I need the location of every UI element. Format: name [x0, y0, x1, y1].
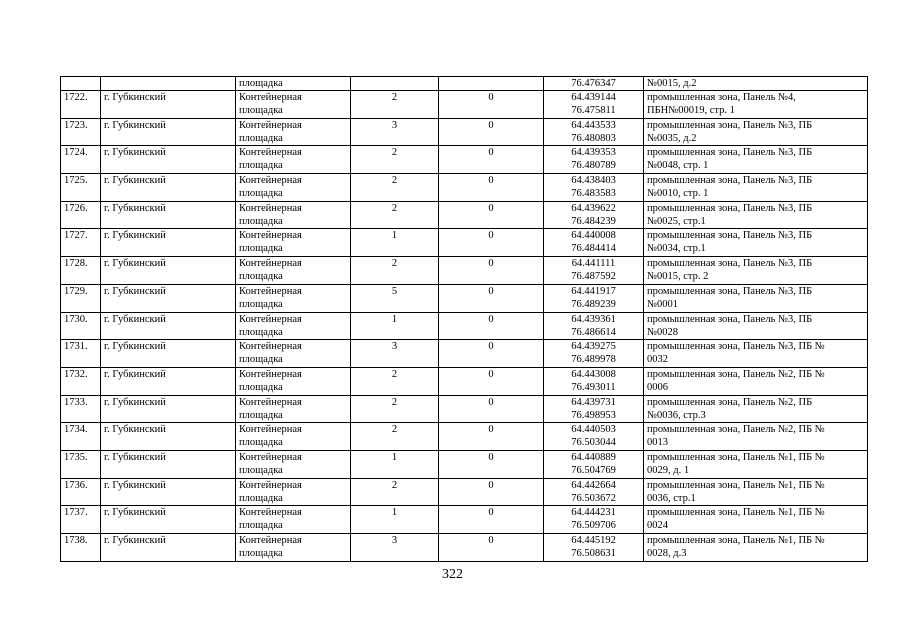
volume-cell: 0: [439, 506, 544, 534]
type-line: площадка: [239, 298, 283, 310]
longitude: 76.480789: [571, 160, 616, 172]
type-cell: [236, 284, 351, 312]
type-line: площадка: [239, 520, 283, 532]
count-cell: [351, 77, 439, 91]
table-row: [61, 174, 868, 202]
count-cell: 5: [351, 284, 439, 312]
row-number: 1723.: [61, 118, 101, 146]
type-line: Контейнерная: [239, 507, 302, 519]
type-cell: [236, 395, 351, 423]
type-line: площадка: [239, 132, 283, 144]
coordinates-cell: [544, 478, 644, 506]
table-row: [61, 478, 868, 506]
longitude: 76.475811: [571, 105, 616, 116]
address-cell: [644, 174, 868, 202]
latitude: 64.441917: [571, 285, 616, 297]
row-number: 1734.: [61, 423, 101, 451]
longitude: 76.509706: [571, 520, 616, 532]
longitude: 76.493011: [571, 381, 616, 393]
type-cell: [236, 174, 351, 202]
count-cell: 3: [351, 534, 439, 562]
table-row: [61, 91, 868, 119]
address-line: промышленная зона, Панель №1, ПБ №: [647, 451, 825, 463]
latitude: 64.438403: [571, 175, 616, 187]
coordinates-cell: [544, 174, 644, 202]
count-cell: 2: [351, 91, 439, 119]
count-cell: 1: [351, 312, 439, 340]
longitude: 76.489239: [571, 298, 616, 310]
table-row: [61, 201, 868, 229]
coordinates-cell: [544, 367, 644, 395]
type-cell: [236, 367, 351, 395]
row-number: 1727.: [61, 229, 101, 257]
longitude: 76.508631: [571, 548, 616, 559]
city-cell: [101, 77, 236, 91]
address-line: промышленная зона, Панель №1, ПБ №: [647, 535, 825, 546]
volume-cell: 0: [439, 450, 544, 478]
count-cell: 2: [351, 257, 439, 285]
volume-cell: 0: [439, 312, 544, 340]
address-line: №0035, д.2: [647, 132, 697, 144]
count-cell: 2: [351, 395, 439, 423]
latitude: 64.443008: [571, 368, 616, 380]
volume-cell: 0: [439, 478, 544, 506]
count-cell: 2: [351, 174, 439, 202]
city-cell: г. Губкинский: [101, 395, 236, 423]
address-line: №0010, стр. 1: [647, 188, 709, 200]
count-cell: 2: [351, 146, 439, 174]
row-number: 1736.: [61, 478, 101, 506]
volume-cell: 0: [439, 423, 544, 451]
table-row: [61, 367, 868, 395]
city-cell: г. Губкинский: [101, 257, 236, 285]
address-cell: [644, 340, 868, 368]
type-line: площадка: [239, 354, 283, 366]
address-line: №0036, стр.3: [647, 409, 706, 421]
address-cell: [644, 146, 868, 174]
table-row: [61, 146, 868, 174]
type-cell: [236, 257, 351, 285]
longitude: 76.476347: [571, 78, 616, 89]
city-cell: г. Губкинский: [101, 146, 236, 174]
type-line: площадка: [239, 188, 283, 200]
type-line: Контейнерная: [239, 285, 302, 297]
type-line: площадка: [239, 548, 283, 559]
count-cell: 1: [351, 450, 439, 478]
count-cell: 2: [351, 201, 439, 229]
type-cell: [236, 77, 351, 91]
address-cell: [644, 201, 868, 229]
type-line: площадка: [239, 326, 283, 338]
city-cell: г. Губкинский: [101, 534, 236, 562]
address-line: промышленная зона, Панель №2, ПБ №: [647, 368, 825, 380]
longitude: 76.503672: [571, 492, 616, 504]
type-cell: [236, 229, 351, 257]
address-line: 0006: [647, 381, 668, 393]
type-line: площадка: [239, 160, 283, 172]
type-line: Контейнерная: [239, 258, 302, 270]
row-number: 1738.: [61, 534, 101, 562]
address-cell: [644, 423, 868, 451]
type-cell: [236, 146, 351, 174]
type-line: площадка: [239, 437, 283, 449]
address-cell: [644, 450, 868, 478]
coordinates-cell: [544, 146, 644, 174]
longitude: 76.484239: [571, 215, 616, 227]
address-cell: [644, 506, 868, 534]
latitude: 64.439622: [571, 202, 616, 214]
type-cell: [236, 91, 351, 119]
type-line: площадка: [239, 409, 283, 421]
table-row-continued: [61, 77, 868, 91]
row-number: 1725.: [61, 174, 101, 202]
coordinates-cell: [544, 534, 644, 562]
row-number: 1726.: [61, 201, 101, 229]
city-cell: г. Губкинский: [101, 450, 236, 478]
address-line: промышленная зона, Панель №3, ПБ: [647, 230, 813, 242]
row-number: 1724.: [61, 146, 101, 174]
latitude: 64.439361: [571, 313, 616, 325]
coordinates-cell: [544, 257, 644, 285]
address-cell: [644, 257, 868, 285]
longitude: 76.486614: [571, 326, 616, 338]
table-row: [61, 312, 868, 340]
volume-cell: 0: [439, 534, 544, 562]
registry-table: [60, 76, 868, 562]
table-row: [61, 229, 868, 257]
type-line: Контейнерная: [239, 175, 302, 187]
count-cell: 1: [351, 229, 439, 257]
coordinates-cell: [544, 118, 644, 146]
coordinates-cell: [544, 423, 644, 451]
address-cell: [644, 534, 868, 562]
count-cell: 2: [351, 367, 439, 395]
latitude: 64.439144: [571, 92, 616, 103]
count-cell: 2: [351, 423, 439, 451]
type-cell: [236, 506, 351, 534]
longitude: 76.498953: [571, 409, 616, 421]
volume-cell: 0: [439, 229, 544, 257]
latitude: 64.440889: [571, 451, 616, 463]
type-cell: [236, 423, 351, 451]
volume-cell: 0: [439, 395, 544, 423]
longitude: 76.487592: [571, 271, 616, 283]
latitude: 64.440008: [571, 230, 616, 242]
coordinates-cell: [544, 340, 644, 368]
longitude: 76.483583: [571, 188, 616, 200]
type-line: Контейнерная: [239, 147, 302, 159]
latitude: 64.439731: [571, 396, 616, 408]
volume-cell: 0: [439, 201, 544, 229]
address-line: №0048, стр. 1: [647, 160, 709, 172]
type-line: площадка: [239, 215, 283, 227]
address-cell: [644, 478, 868, 506]
type-line: площадка: [239, 105, 283, 116]
address-cell: [644, 312, 868, 340]
longitude: 76.489978: [571, 354, 616, 366]
city-cell: г. Губкинский: [101, 423, 236, 451]
type-line: Контейнерная: [239, 202, 302, 214]
type-line: Контейнерная: [239, 424, 302, 436]
address-line: №0001: [647, 298, 679, 310]
latitude: 64.439353: [571, 147, 616, 159]
coordinates-cell: [544, 395, 644, 423]
volume-cell: 0: [439, 91, 544, 119]
type-cell: [236, 478, 351, 506]
type-line: площадка: [239, 492, 283, 504]
latitude: 64.443533: [571, 119, 616, 131]
address-line: ПБН№00019, стр. 1: [647, 105, 735, 116]
longitude: 76.504769: [571, 464, 616, 476]
coordinates-cell: [544, 284, 644, 312]
longitude: 76.480803: [571, 132, 616, 144]
type-cell: [236, 118, 351, 146]
row-number: 1731.: [61, 340, 101, 368]
coordinates-cell: [544, 201, 644, 229]
address-line: промышленная зона, Панель №3, ПБ: [647, 119, 813, 131]
address-line: промышленная зона, Панель №2, ПБ №: [647, 424, 825, 436]
address-line: промышленная зона, Панель №3, ПБ: [647, 285, 813, 297]
address-cell: [644, 118, 868, 146]
city-cell: г. Губкинский: [101, 229, 236, 257]
row-number: 1733.: [61, 395, 101, 423]
type-cell: [236, 340, 351, 368]
latitude: 64.442664: [571, 479, 616, 491]
longitude: 76.503044: [571, 437, 616, 449]
address-line: промышленная зона, Панель №3, ПБ: [647, 202, 813, 214]
type-line: Контейнерная: [239, 479, 302, 491]
longitude: 76.484414: [571, 243, 616, 255]
row-number: 1737.: [61, 506, 101, 534]
volume-cell: 0: [439, 174, 544, 202]
table-row: [61, 118, 868, 146]
row-number: 1730.: [61, 312, 101, 340]
city-cell: г. Губкинский: [101, 174, 236, 202]
address-cell: [644, 77, 868, 91]
volume-cell: 0: [439, 257, 544, 285]
city-cell: г. Губкинский: [101, 118, 236, 146]
type-line: площадка: [239, 78, 283, 89]
count-cell: 1: [351, 506, 439, 534]
city-cell: г. Губкинский: [101, 91, 236, 119]
address-cell: [644, 91, 868, 119]
type-line: Контейнерная: [239, 119, 302, 131]
coordinates-cell: [544, 450, 644, 478]
address-line: промышленная зона, Панель №3, ПБ: [647, 147, 813, 159]
table-row: [61, 450, 868, 478]
address-line: промышленная зона, Панель №3, ПБ №: [647, 341, 825, 353]
type-cell: [236, 450, 351, 478]
city-cell: г. Губкинский: [101, 340, 236, 368]
address-cell: [644, 229, 868, 257]
latitude: 64.439275: [571, 341, 616, 353]
address-line: 0013: [647, 437, 668, 449]
type-line: Контейнерная: [239, 341, 302, 353]
type-cell: [236, 312, 351, 340]
address-line: промышленная зона, Панель №2, ПБ: [647, 396, 813, 408]
type-line: площадка: [239, 464, 283, 476]
address-line: №0015, стр. 2: [647, 271, 709, 283]
table-row: [61, 340, 868, 368]
address-line: №0034, стр.1: [647, 243, 706, 255]
type-line: Контейнерная: [239, 396, 302, 408]
row-number: 1732.: [61, 367, 101, 395]
address-line: 0032: [647, 354, 668, 366]
address-line: 0029, д. 1: [647, 464, 690, 476]
address-line: №0028: [647, 326, 679, 338]
address-cell: [644, 367, 868, 395]
address-line: 0036, стр.1: [647, 492, 696, 504]
address-cell: [644, 395, 868, 423]
row-number: 1728.: [61, 257, 101, 285]
city-cell: г. Губкинский: [101, 201, 236, 229]
type-line: Контейнерная: [239, 535, 302, 546]
volume-cell: 0: [439, 118, 544, 146]
row-number: 1729.: [61, 284, 101, 312]
address-cell: [644, 284, 868, 312]
coordinates-cell: [544, 77, 644, 91]
type-cell: [236, 534, 351, 562]
volume-cell: 0: [439, 340, 544, 368]
latitude: 64.440503: [571, 424, 616, 436]
count-cell: 3: [351, 340, 439, 368]
table-row: [61, 284, 868, 312]
latitude: 64.444231: [571, 507, 616, 519]
type-line: Контейнерная: [239, 230, 302, 242]
type-line: площадка: [239, 381, 283, 393]
count-cell: 3: [351, 118, 439, 146]
address-line: промышленная зона, Панель №1, ПБ №: [647, 507, 825, 519]
city-cell: г. Губкинский: [101, 478, 236, 506]
address-line: промышленная зона, Панель №3, ПБ: [647, 175, 813, 187]
coordinates-cell: [544, 229, 644, 257]
address-line: №0025, стр.1: [647, 215, 706, 227]
city-cell: г. Губкинский: [101, 312, 236, 340]
volume-cell: [439, 77, 544, 91]
latitude: 64.441111: [571, 258, 616, 270]
address-line: 0024: [647, 520, 668, 532]
type-line: Контейнерная: [239, 92, 302, 103]
latitude: 64.445192: [571, 535, 616, 546]
type-cell: [236, 201, 351, 229]
address-line: 0028, д.3: [647, 548, 687, 559]
row-number: 1735.: [61, 450, 101, 478]
type-line: площадка: [239, 243, 283, 255]
row-number: 1722.: [61, 91, 101, 119]
coordinates-cell: [544, 312, 644, 340]
row-number: [61, 77, 101, 91]
city-cell: г. Губкинский: [101, 367, 236, 395]
address-line: промышленная зона, Панель №3, ПБ: [647, 258, 813, 270]
type-line: площадка: [239, 271, 283, 283]
table-row: [61, 257, 868, 285]
city-cell: г. Губкинский: [101, 506, 236, 534]
type-line: Контейнерная: [239, 451, 302, 463]
address-line: промышленная зона, Панель №4,: [647, 92, 796, 103]
type-line: Контейнерная: [239, 368, 302, 380]
volume-cell: 0: [439, 284, 544, 312]
city-cell: г. Губкинский: [101, 284, 236, 312]
address-line: промышленная зона, Панель №3, ПБ: [647, 313, 813, 325]
table-row: [61, 534, 868, 562]
type-line: Контейнерная: [239, 313, 302, 325]
table-row: [61, 506, 868, 534]
address-line: промышленная зона, Панель №1, ПБ №: [647, 479, 825, 491]
table-row: [61, 395, 868, 423]
volume-cell: 0: [439, 367, 544, 395]
coordinates-cell: [544, 91, 644, 119]
coordinates-cell: [544, 506, 644, 534]
table-row: [61, 423, 868, 451]
count-cell: 2: [351, 478, 439, 506]
page-number: 322: [442, 567, 463, 582]
address-line: №0015, д.2: [647, 78, 697, 89]
volume-cell: 0: [439, 146, 544, 174]
